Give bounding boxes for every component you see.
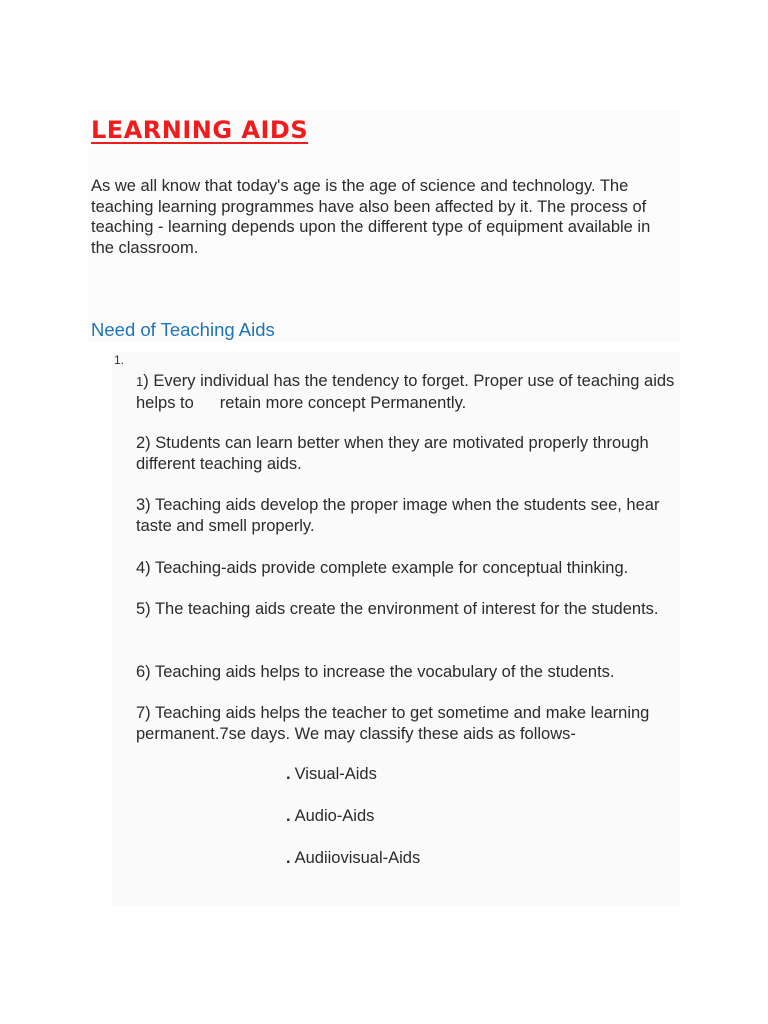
point-5: 5) The teaching aids create the environment of interest for the students. (136, 600, 659, 618)
point-1-text-cont: retain more concept Permanently. (219, 393, 467, 412)
aid-label: Audiiovisual-Aids (294, 849, 421, 867)
point-2: 2) Students can learn better when they are motivated properly through different teaching aids. (136, 434, 649, 473)
intro-paragraph: As we all know that today's age is the age of science and technology. The teaching learning programmes have also been affected by it. The process of teaching - learning depends upon the different type of equipment available in the classroom. (91, 177, 651, 257)
aid-label: Audio-Aids (294, 807, 375, 825)
point-1 (136, 371, 676, 413)
aid-item-audiovisual (286, 849, 420, 868)
page-title: LEARNING AIDS (91, 116, 309, 144)
aid-bullet: . (286, 807, 291, 825)
aid-item-visual (286, 765, 377, 784)
point-1-number: 1 (136, 374, 144, 389)
point-7: 7) Teaching aids helps the teacher to get sometime and make learning permanent.7se days. We may classify these aids as follows- (136, 704, 650, 743)
point-6: 6) Teaching aids helps to increase the vocabulary of the students. (136, 663, 615, 681)
aid-item-audio (286, 807, 374, 826)
aid-bullet: . (286, 765, 291, 783)
list-marker: 1. (114, 353, 125, 367)
point-1-text: ) Every individual has the tendency to forget. Proper use of teaching aids helps to (136, 372, 675, 412)
aid-bullet: . (286, 849, 291, 867)
point-4: 4) Teaching-aids provide complete example for conceptual thinking. (136, 559, 629, 577)
aid-label: Visual-Aids (294, 765, 377, 783)
section-heading: Need of Teaching Aids (91, 319, 275, 340)
point-3: 3) Teaching aids develop the proper image when the students see, hear taste and smell properly. (136, 496, 660, 535)
